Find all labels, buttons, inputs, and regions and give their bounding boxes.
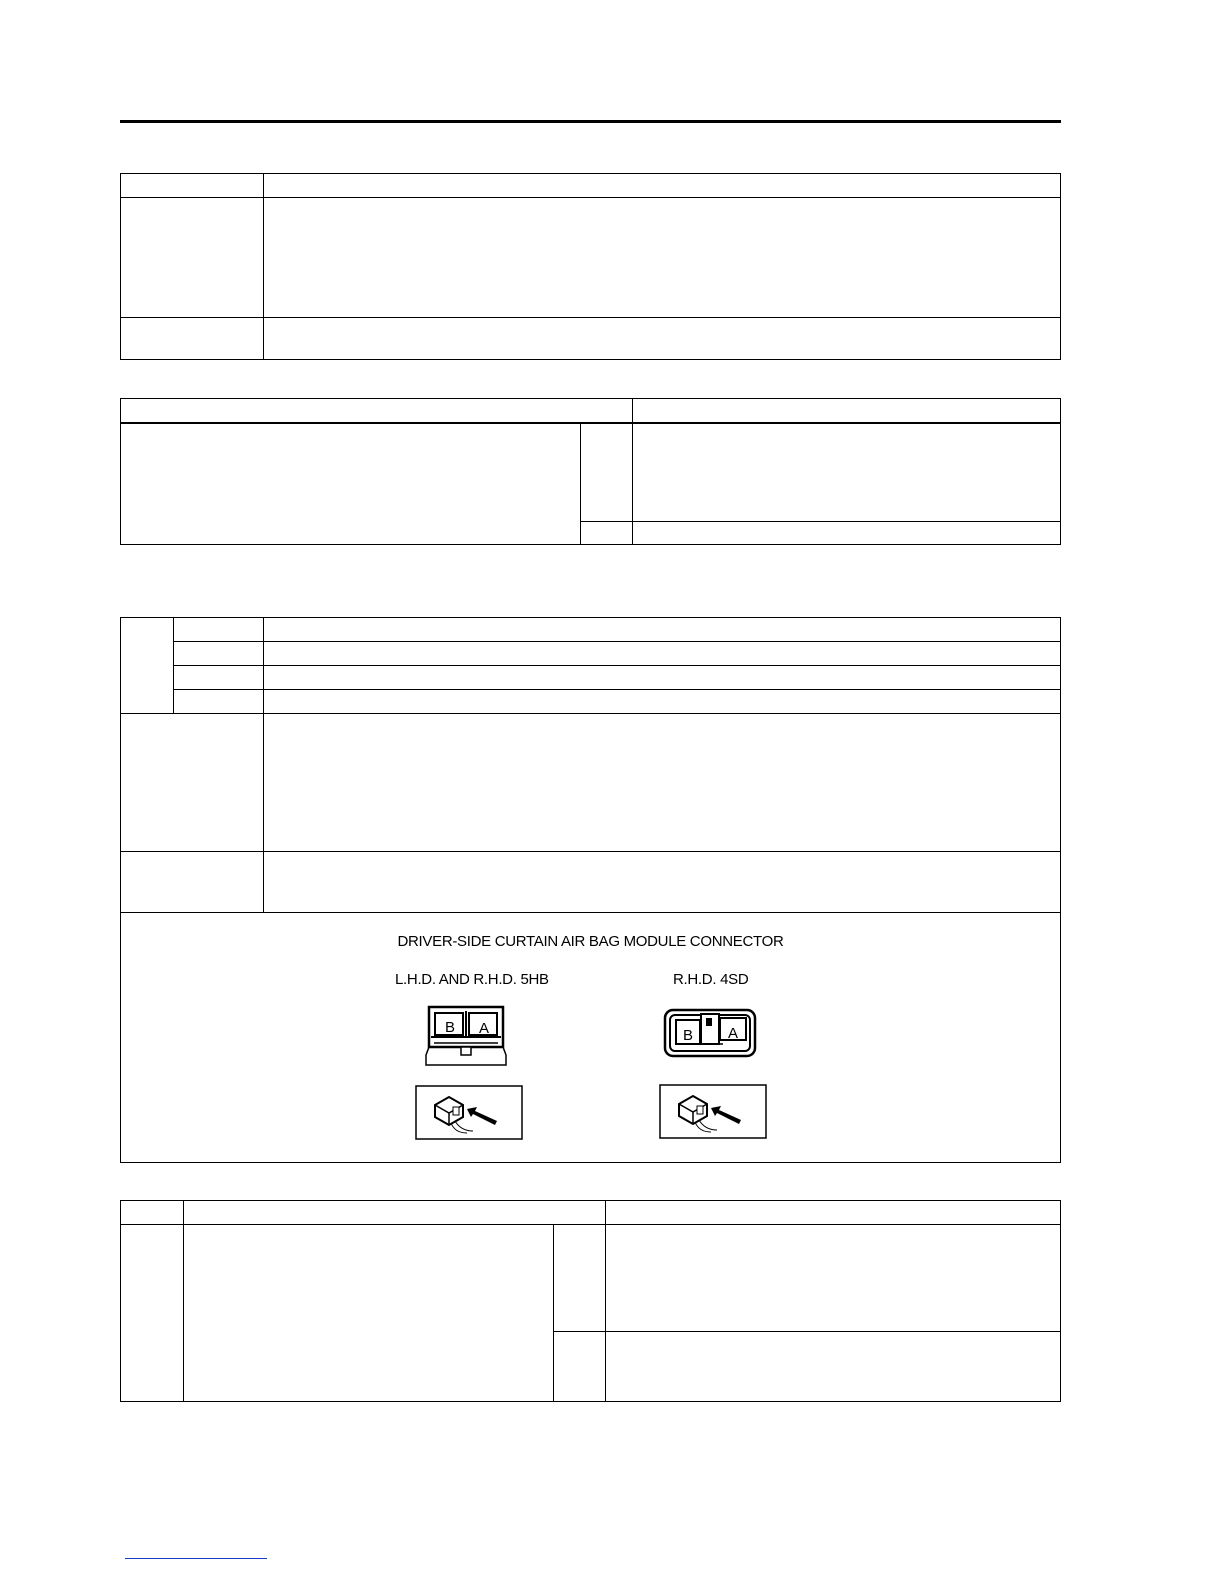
table-inspection-step [120, 1200, 1061, 1402]
table-description [120, 173, 1061, 360]
right-connector-label: R.H.D. 4SD [673, 971, 749, 988]
connector-probe-icon [659, 1084, 767, 1139]
right-connector-drawing [663, 1008, 757, 1058]
left-terminal-a: A [479, 1020, 489, 1037]
figure-title: DRIVER-SIDE CURTAIN AIR BAG MODULE CONNECTOR [397, 933, 784, 950]
left-connector-label: L.H.D. AND R.H.D. 5HB [395, 971, 549, 988]
page-header-rule [120, 120, 1061, 123]
table-dtc-info [120, 617, 1061, 1163]
right-terminal-a: A [728, 1025, 738, 1042]
right-terminal-b: B [683, 1027, 693, 1044]
table-diagnostic-procedure [120, 398, 1061, 545]
left-connector-drawing [426, 1005, 506, 1071]
connector-figure [121, 913, 1060, 1162]
footer-link-rule [125, 1558, 267, 1559]
connector-probe-icon [415, 1085, 523, 1140]
left-terminal-b: B [445, 1019, 455, 1036]
